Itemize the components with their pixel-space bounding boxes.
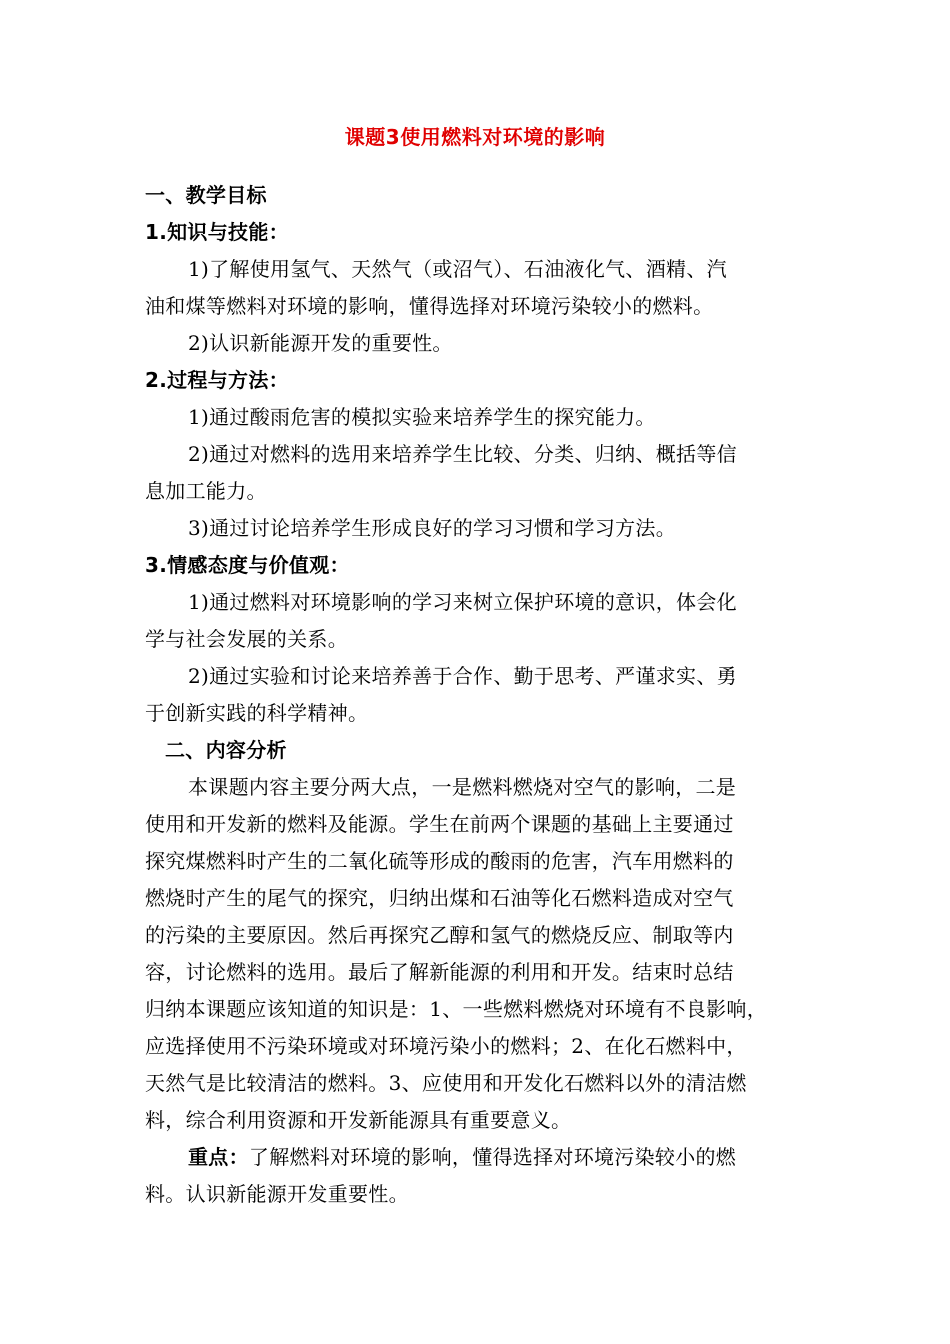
paragraph-line: 油和煤等燃料对环境的影响，懂得选择对环境污染较小的燃料。: [145, 294, 714, 318]
key-point-text: 了解燃料对环境的影响，懂得选择对环境污染较小的燃: [248, 1145, 737, 1169]
paragraph-line: 1)通过燃料对环境影响的学习来树立保护环境的意识，体会化: [188, 590, 737, 614]
paragraph-line: 2)通过对燃料的选用来培养学生比较、分类、归纳、概括等信: [188, 442, 737, 466]
paragraph-line: 使用和开发新的燃料及能源。学生在前两个课题的基础上主要通过: [145, 812, 734, 836]
key-point-label: 重点：: [188, 1145, 249, 1169]
paragraph-line: 料，综合利用资源和开发新能源具有重要意义。: [145, 1108, 572, 1132]
paragraph-line: 本课题内容主要分两大点，一是燃料燃烧对空气的影响，二是: [188, 775, 737, 799]
document-title: 课题3使用燃料对环境的影响: [344, 125, 606, 149]
paragraph-line: 1)了解使用氢气、天然气（或沼气）、石油液化气、酒精、汽: [188, 257, 727, 281]
paragraph-line: 应选择使用不污染环境或对环境污染小的燃料；2、在化石燃料中，: [145, 1034, 747, 1058]
paragraph-line: 1)通过酸雨危害的模拟实验来培养学生的探究能力。: [188, 405, 656, 429]
paragraph-line: 容，讨论燃料的选用。最后了解新能源的利用和开发。结束时总结: [145, 960, 734, 984]
paragraph-line: 归纳本课题应该知道的知识是：1、一些燃料燃烧对环境有不良影响，: [145, 997, 768, 1021]
paragraph-line: 2)认识新能源开发的重要性。: [188, 331, 453, 355]
paragraph-line: 探究煤燃料时产生的二氧化硫等形成的酸雨的危害，汽车用燃料的: [145, 849, 734, 873]
paragraph-line: 料。认识新能源开发重要性。: [145, 1182, 409, 1206]
section-heading-content-analysis: 二、内容分析: [165, 738, 287, 762]
paragraph-line: 2)通过实验和讨论来培养善于合作、勤于思考、严谨求实、勇: [188, 664, 737, 688]
paragraph-line: 于创新实践的科学精神。: [145, 701, 369, 725]
section-heading-teaching-goals: 一、教学目标: [145, 183, 267, 207]
paragraph-line: 燃烧时产生的尾气的探究，归纳出煤和石油等化石燃料造成对空气: [145, 886, 734, 910]
paragraph-line: 息加工能力。: [145, 479, 267, 503]
paragraph-line: 学与社会发展的关系。: [145, 627, 348, 651]
paragraph-line: 3)通过讨论培养学生形成良好的学习习惯和学习方法。: [188, 516, 677, 540]
key-point-line: [188, 1145, 736, 1169]
paragraph-line: 的污染的主要原因。然后再探究乙醇和氢气的燃烧反应、制取等内: [145, 923, 734, 947]
subheading-attitude-values: 3.情感态度与价值观：: [145, 553, 350, 577]
subheading-knowledge-skills: 1.知识与技能：: [145, 220, 289, 244]
subheading-process-methods: 2.过程与方法：: [145, 368, 289, 392]
paragraph-line: 天然气是比较清洁的燃料。3、应使用和开发化石燃料以外的清洁燃: [145, 1071, 747, 1095]
